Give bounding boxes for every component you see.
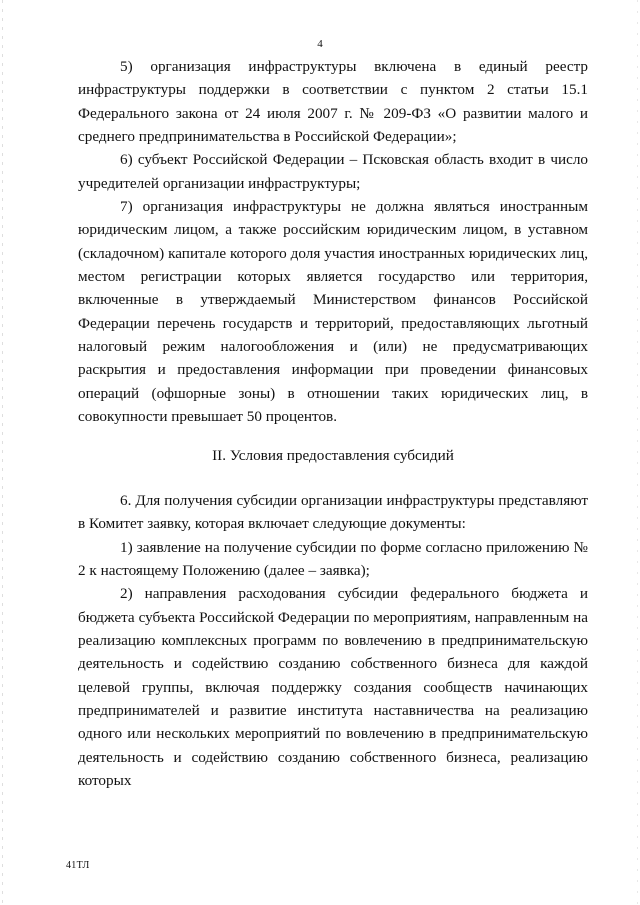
document-item-2: 2) направления расходования субсидии федерального бюджета и бюджета субъекта Российской Федерации по мероприятиям, направленным на реализацию комплексных программ по вовлечению в предпринимательскую деятельность и содействию созданию собственного бизнеса для каждой целевой группы, включая поддержку создания сообществ начинающих предпринимателей и развитие института наставничества на реализацию одного или нескольких мероприятий по вовлечению в предпринимательскую деятельность и содействию созданию собственного бизнеса, реализацию которых <box>78 585 588 789</box>
footer-code: 41ТЛ <box>66 860 90 871</box>
paragraph-6: 6. Для получения субсидии организации инфраструктуры представляют в Комитет заявку, которая включает следующие документы: <box>78 491 588 533</box>
section-heading: II. Условия предоставления субсидий <box>212 446 454 464</box>
document-body <box>78 55 588 792</box>
list-item-6: 6) субъект Российской Федерации – Псковская область входит в число учредителей организации инфраструктуры; <box>78 151 588 192</box>
scan-edge-left <box>2 0 3 905</box>
list-item-5: 5) организация инфраструктуры включена в единый реестр инфраструктуры поддержки в соответствии с пунктом 2 статьи 15.1 Федерального закона от 24 июля 2007 г. № 209-ФЗ «О развитии малого и среднего предпринимательства в Российской Федерации»; <box>78 58 588 146</box>
scan-edge-right <box>637 0 638 905</box>
list-item-7: 7) организация инфраструктуры не должна являться иностранным юридическим лицом, а также российским юридическим лицом, в уставном (складочном) капитале которого доля участия иностранных юридических лиц, местом регистрации которых является государство или территория, включенные в утверждаемый Министерством финансов Российской Федерации перечень государств и территорий, предоставляющих льготный налоговый режим налогообложения и (или) не предусматривающих раскрытия и предоставления информации при проведении финансовых операций (офшорные зоны) в отношении таких юридических лиц, в совокупности превышает 50 процентов. <box>78 198 588 426</box>
document-item-1: 1) заявление на получение субсидии по форме согласно приложению № 2 к настоящему Положению (далее – заявка); <box>78 538 588 579</box>
page-number: 4 <box>317 38 323 50</box>
